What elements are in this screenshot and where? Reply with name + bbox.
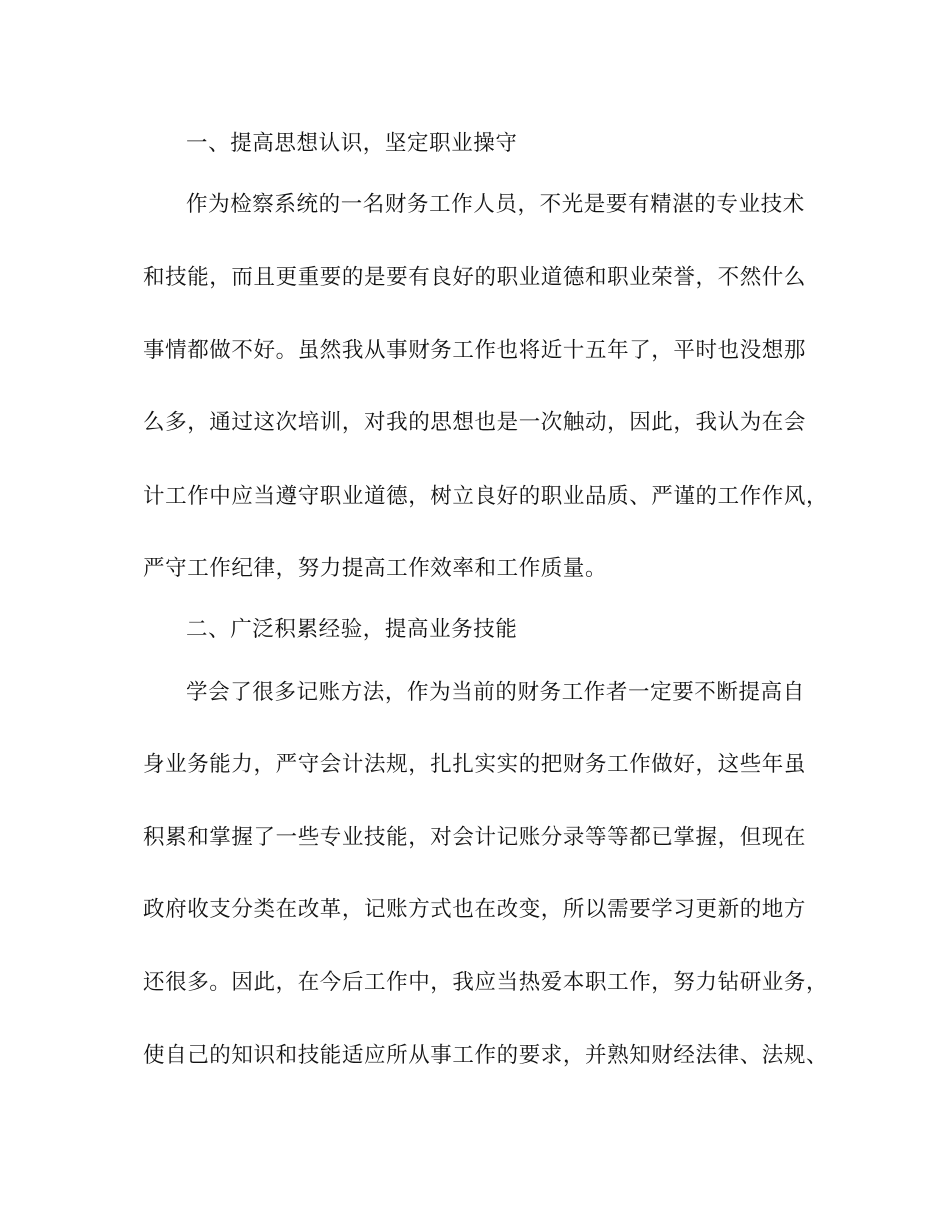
section-heading-1: 一、提高思想认识，坚定职业操守 xyxy=(186,131,518,156)
paragraph-line: 么多，通过这次培训，对我的思想也是一次触动，因此，我认为在会 xyxy=(143,410,807,435)
paragraph-line: 使自己的知识和技能适应所从事工作的要求，并熟知财经法律、法规、 xyxy=(143,1043,829,1068)
paragraph-line: 严守工作纪律，努力提高工作效率和工作质量。 xyxy=(143,556,608,581)
paragraph-line: 学会了很多记账方法，作为当前的财务工作者一定要不断提高自 xyxy=(186,680,805,705)
paragraph-line: 还很多。因此，在今后工作中，我应当热爱本职工作，努力钻研业务， xyxy=(143,970,829,995)
paragraph-line: 积累和掌握了一些专业技能，对会计记账分录等等都已掌握，但现在 xyxy=(143,825,807,850)
paragraph-line: 计工作中应当遵守职业道德，树立良好的职业品质、严谨的工作作风， xyxy=(143,484,829,509)
paragraph-line: 作为检察系统的一名财务工作人员，不光是要有精湛的专业技术 xyxy=(186,192,805,217)
paragraph-line: 和技能，而且更重要的是要有良好的职业道德和职业荣誉，不然什么 xyxy=(143,265,807,290)
paragraph-line: 身业务能力，严守会计法规，扎扎实实的把财务工作做好，这些年虽 xyxy=(143,752,807,777)
paragraph-line: 事情都做不好。虽然我从事财务工作也将近十五年了，平时也没想那 xyxy=(143,338,807,363)
section-heading-2: 二、广泛积累经验，提高业务技能 xyxy=(186,617,518,642)
paragraph-line: 政府收支分类在改革，记账方式也在改变，所以需要学习更新的地方 xyxy=(143,897,807,922)
